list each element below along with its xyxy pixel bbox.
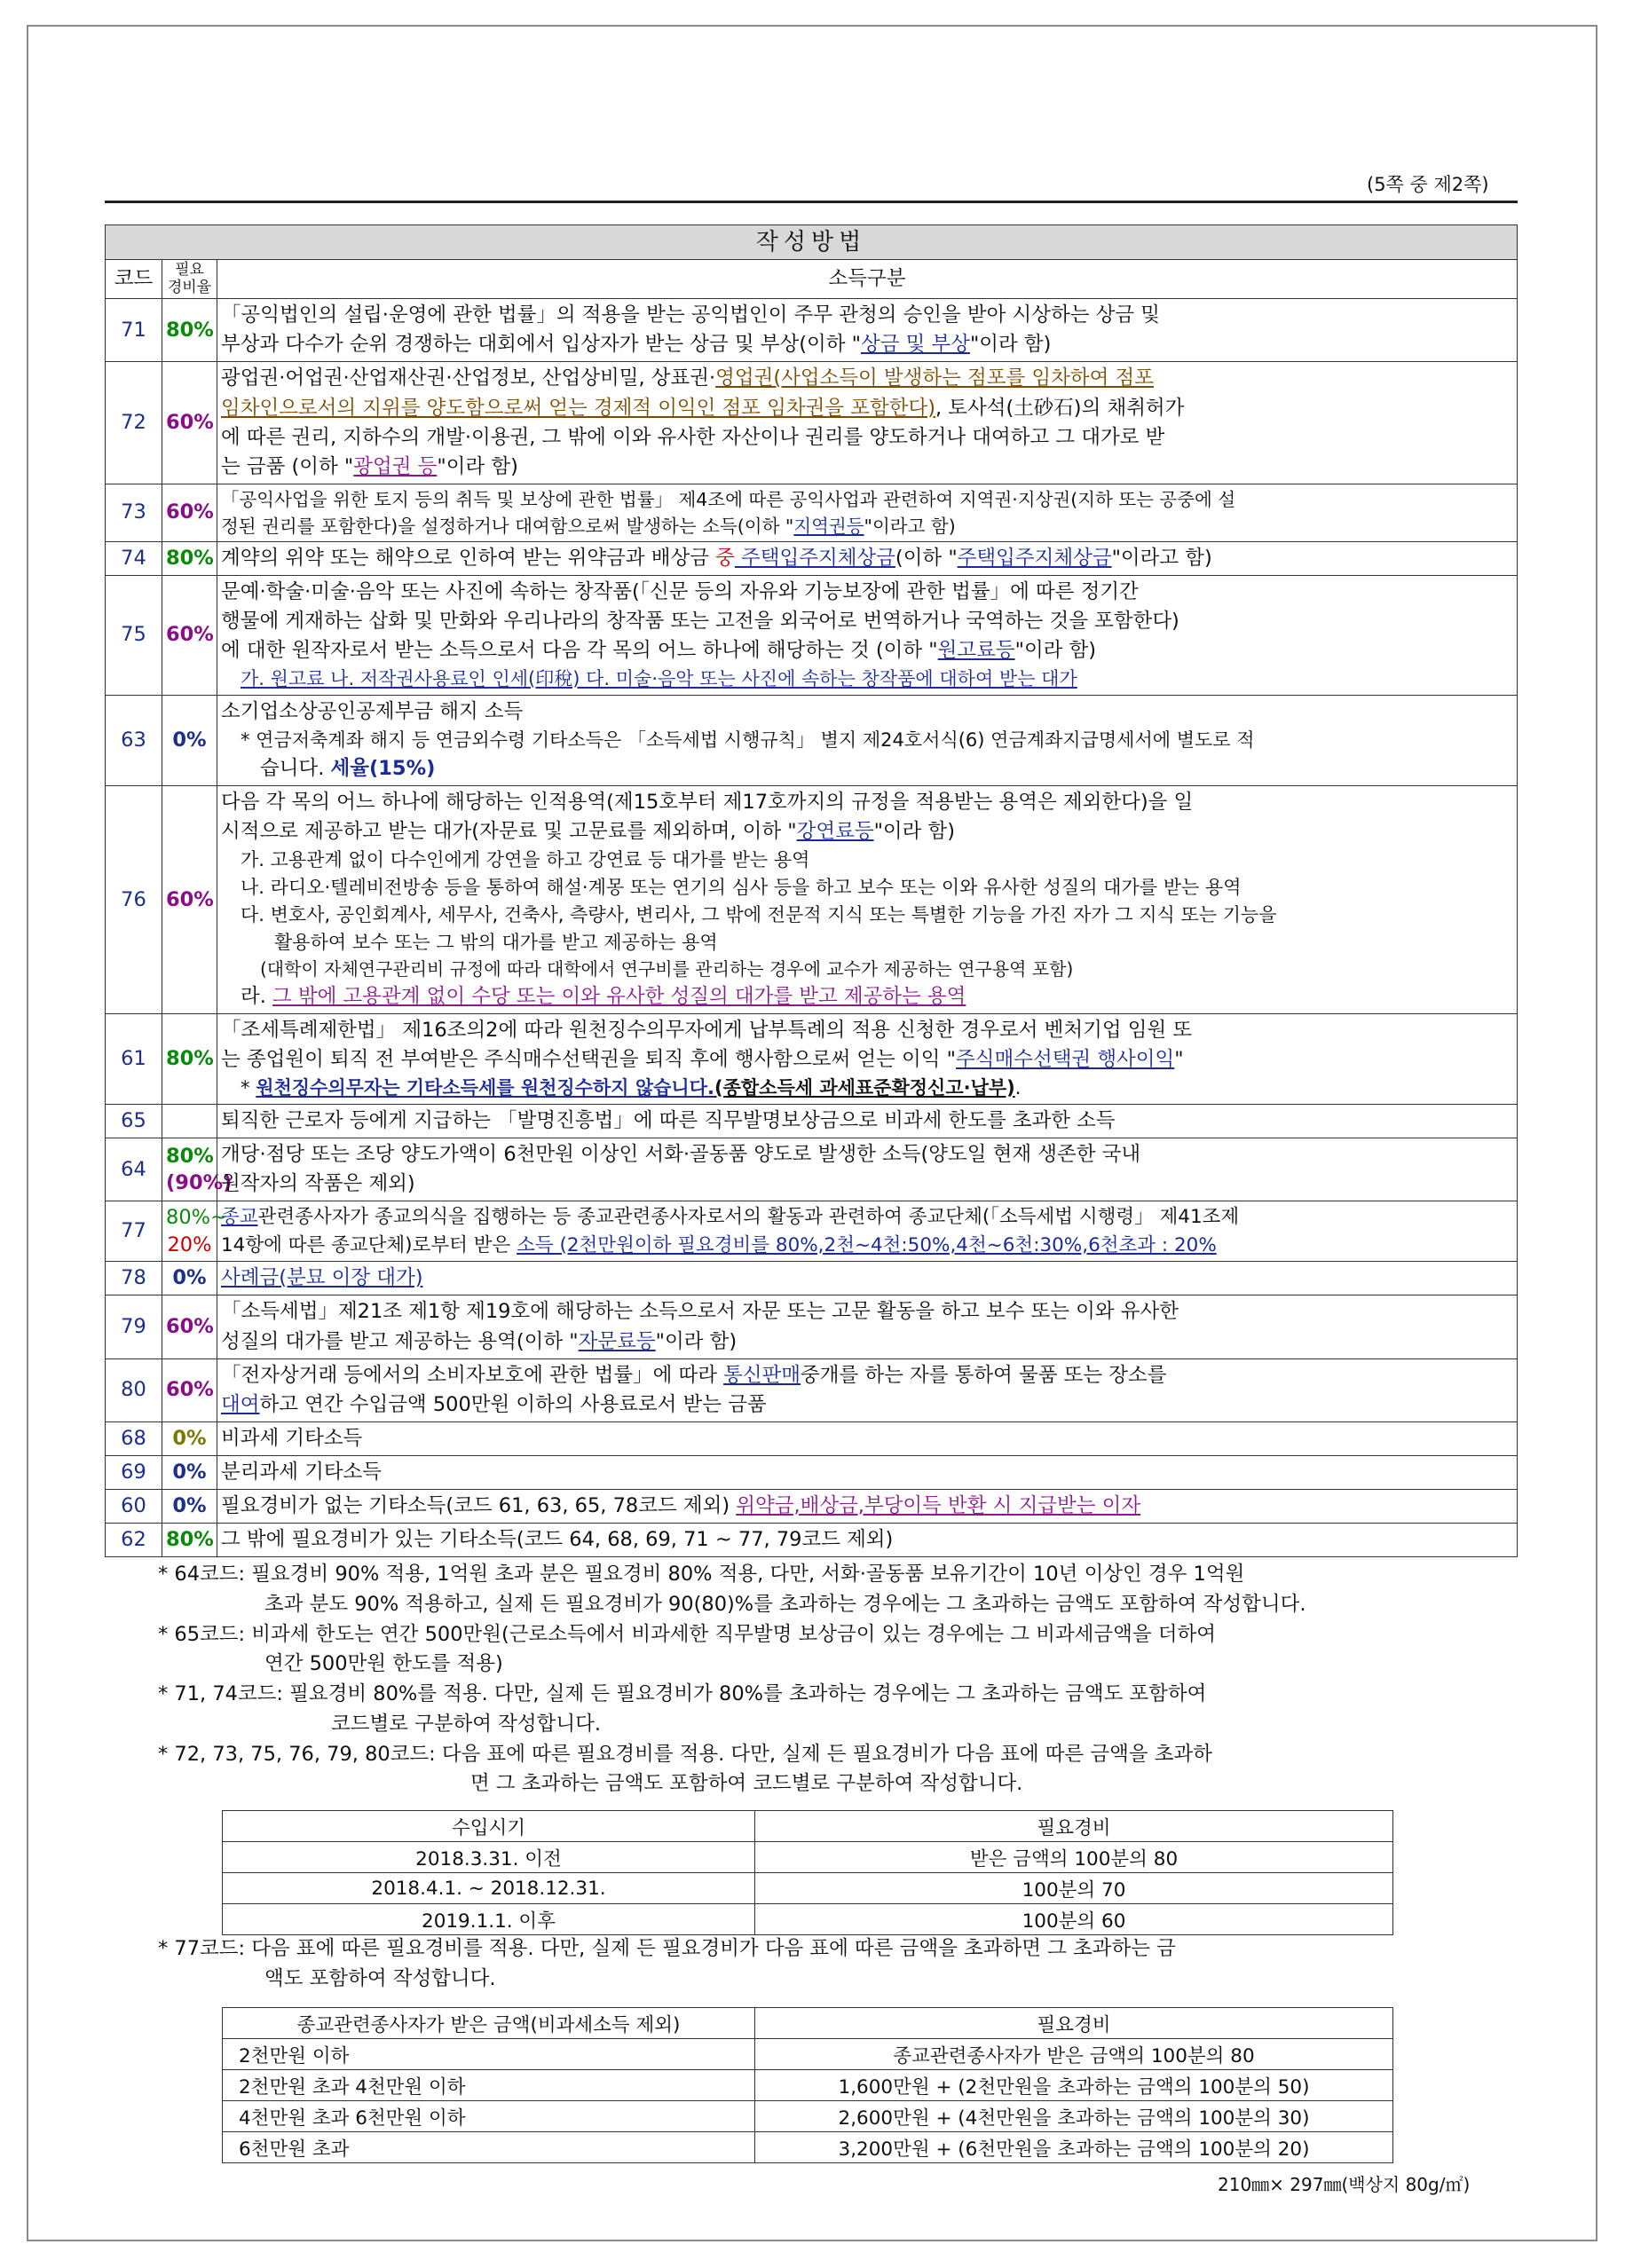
row-code: 69: [106, 1455, 162, 1489]
term-prize: 상금 및 부상: [860, 333, 970, 357]
row-code: 79: [106, 1295, 162, 1358]
row-code: 77: [106, 1201, 162, 1262]
table-row: [106, 362, 1518, 484]
row-description: 비과세 기타소득: [217, 1421, 1518, 1455]
table-row: [106, 484, 1518, 541]
row-description: 종교관련종사자가 종교의식을 집행하는 등 종교관련종사자로서의 활동과 관련하여 종교단체(「소득세법 시행령」 제41조제 14항에 따른 종교단체)로부터 받은 소득 (2천만원이하 필요경비를 80%,2천~4천:50%,4천~6천:30%,6천초과 : 20%: [217, 1201, 1518, 1262]
row-description: 분리과세 기타소득: [217, 1455, 1518, 1489]
row-rate: 60%: [162, 1358, 217, 1421]
row-code: 74: [106, 541, 162, 575]
table-row: [106, 1421, 1518, 1455]
row-code: 76: [106, 786, 162, 1014]
row-rate: 0%: [162, 696, 217, 786]
table-row: 2018.4.1. ~ 2018.12.31. 100분의 70: [223, 1873, 1393, 1904]
row-description: 퇴직한 근로자 등에게 지급하는 「발명진흥법」에 따른 직무발명보상금으로 비과세 한도를 초과한 소득: [217, 1105, 1518, 1138]
row-description: 다음 각 목의 어느 하나에 해당하는 인적용역(제15호부터 제17호까지의 규정을 적용받는 용역은 제외한다)을 일 시적으로 제공하고 받는 대가(자문료 및 고문료를 제외하며, 이하 "강연료등"이라 함) 가. 고용관계 없이 다수인에게 강연을 하고 강연료 등 대가를 받는 용역 나. 라디오·텔레비전방송 등을 통하여 해설·계몽 또는 연기의 심사 등을 하고 보수 또는 이와 유사한 성질의 대가를 받는 용역 다. 변호사, 공인회계사, 세무사, 건축사, 측량사, 변리사, 그 밖에 전문적 지식 또는 특별한 기능을 가진 자가 그 지식 또는 기능을 활용하여 보수 또는 그 밖의 대가를 받고 제공하는 용역 (대학이 자체연구관리비 규정에 따라 대학에서 연구비를 관리하는 경우에 교수가 제공하는 연구용역 포함) 라. 그 밖에 고용관계 없이 수당 또는 이와 유사한 성질의 대가를 받고 제공하는 용역: [217, 786, 1518, 1014]
row-code: 80: [106, 1358, 162, 1421]
row-description: 필요경비가 없는 기타소득(코드 61, 63, 65, 78코드 제외) 위약금,배상금,부당이득 반환 시 지급받는 이자: [217, 1489, 1518, 1523]
row-description: 개당·점당 또는 조당 양도가액이 6천만원 이상인 서화·골동품 양도로 발생한 소득(양도일 현재 생존한 국내 원작자의 작품은 제외): [217, 1138, 1518, 1201]
table-row: [106, 299, 1518, 362]
row-rate: 60%: [162, 576, 217, 696]
row-rate: 60%: [162, 1295, 217, 1358]
paper-spec: 210㎜× 297㎜(백상지 80g/㎡): [1218, 2174, 1471, 2195]
row-code: 64: [106, 1138, 162, 1201]
row-code: 68: [106, 1421, 162, 1455]
table-row: 2018.3.31. 이전 받은 금액의 100분의 80: [223, 1842, 1393, 1873]
page-number: (5쪽 중 제2쪽): [1367, 174, 1489, 195]
row-rate: [162, 1105, 217, 1138]
row-code: 75: [106, 576, 162, 696]
table-row: [106, 541, 1518, 575]
row-code: 71: [106, 299, 162, 362]
table-row: 4천만원 초과 6천만원 이하 2,600만원 + (4천만원을 초과하는 금액의 100분의 30): [223, 2101, 1393, 2132]
header-rate: 필요 경비율: [162, 260, 217, 299]
note-65: * 65코드: 비과세 한도는 연간 500만원(근로소득에서 비과세한 직무발명 보상금이 있는 경우에는 그 비과세금액을 더하여: [158, 1622, 1216, 1646]
table-row: [106, 786, 1518, 1014]
expense-period-table: 수입시기 필요경비 2018.3.31. 이전 받은 금액의 100분의 80 2018.4.1. ~ 2018.12.31. 100분의 70 2019.1.1. 이후 100분의 60: [222, 1810, 1393, 1935]
row-rate: 80%: [162, 1014, 217, 1105]
religious-expense-table: 종교관련종사자가 받은 금액(비과세소득 제외) 필요경비 2천만원 이하 종교관련종사자가 받은 금액의 100분의 80 2천만원 초과 4천만원 이하 1,600만원 + (2천만원을 초과하는 금액의 100분의 50) 4천만원 초과 6천만원 이하 2,600만원 + (4천만원을 초과하는 금액의 100분의 30) 6천만원 초과 3,200만원 + (6천만원을 초과하는 금액의 100분의 20): [222, 2007, 1393, 2163]
table-row: [106, 1014, 1518, 1105]
note-71-74: * 71, 74코드: 필요경비 80%를 적용. 다만, 실제 든 필요경비가 80%를 초과하는 경우에는 그 초과하는 금액도 포함하여: [158, 1682, 1207, 1705]
row-rate: 80% (90%): [162, 1138, 217, 1201]
row-code: 61: [106, 1014, 162, 1105]
table-row: 2천만원 초과 4천만원 이하 1,600만원 + (2천만원을 초과하는 금액의 100분의 50): [223, 2070, 1393, 2101]
row-rate: 80%~ 20%: [162, 1201, 217, 1262]
footnotes: * 64코드: 필요경비 90% 적용, 1억원 초과 분은 필요경비 80% 적용, 다만, 서화·골동품 보유기간이 10년 이상인 경우 1억원 초과 분도 90% 적용하고, 실제 든 필요경비가 90(80)%를 초과하는 경우에는 그 초과하는 금액도 포함하여 작성합니다. * 65코드: 비과세 한도는 연간 500만원(근로소득에서 비과세한 직무발명 보상금이 있는 경우에는 그 비과세금액을 더하여 연간 500만원 한도를 적용) * 71, 74코드: 필요경비 80%를 적용. 다만, 실제 든 필요경비가 80%를 초과하는 경우에는 그 초과하는 금액도 포함하여 코드별로 구분하여 작성합니다. * 72, 73, 75, 76, 79, 80코드: 다음 표에 따른 필요경비를 적용. 다만, 실제 든 필요경비가 다음 표에 따른 금액을 초과하 면 그 초과하는 금액도 포함하여 코드별로 구분하여 작성합니다.: [158, 1560, 1507, 1799]
row-description: 「소득세법」제21조 제1항 제19호에 해당하는 소득으로서 자문 또는 고문 활동을 하고 보수 또는 이와 유사한 성질의 대가를 받고 제공하는 용역(이하 "자문료등"이라 함): [217, 1295, 1518, 1358]
note-72-80: * 72, 73, 75, 76, 79, 80코드: 다음 표에 따른 필요경비를 적용. 다만, 실제 든 필요경비가 다음 표에 따른 금액을 초과하: [158, 1742, 1212, 1766]
table-row: [106, 576, 1518, 696]
row-code: 73: [106, 484, 162, 541]
instructions-table: [105, 224, 1518, 1557]
note-64: * 64코드: 필요경비 90% 적용, 1억원 초과 분은 필요경비 80% 적용, 다만, 서화·골동품 보유기간이 10년 이상인 경우 1억원: [158, 1563, 1245, 1586]
table-row: [106, 1489, 1518, 1523]
table-row: [106, 1262, 1518, 1295]
row-description: 사례금(분묘 이장 대가): [217, 1262, 1518, 1295]
row-description: 「공익사업을 위한 토지 등의 취득 및 보상에 관한 법률」 제4조에 따른 공익사업과 관련하여 지역권·지상권(지하 또는 공중에 설 정된 권리를 포함한다)을 설정하거나 대여함으로써 발생하는 소득(이하 "지역권등"이라고 함): [217, 484, 1518, 541]
row-description: 계약의 위약 또는 해약으로 인하여 받는 위약금과 배상금 중 주택입주지체상금(이하 "주택입주지체상금"이라고 함): [217, 541, 1518, 575]
table-title: 작성방법: [106, 225, 1518, 260]
row-rate: 80%: [162, 1523, 217, 1556]
row-description: 「조세특례제한법」 제16조의2에 따라 원천징수의무자에게 납부특례의 적용 신청한 경우로서 벤처기업 임원 또 는 종업원이 퇴직 전 부여받은 주식매수선택권을 퇴직 후에 행사함으로써 얻는 이익 "주식매수선택권 행사이익" * 원천징수의무자는 기타소득세를 원천징수하지 않습니다.(종합소득세 과세표준확정신고·납부).: [217, 1014, 1518, 1105]
table-row: [106, 1295, 1518, 1358]
row-code: 62: [106, 1523, 162, 1556]
row-code: 60: [106, 1489, 162, 1523]
table-row: 2천만원 이하 종교관련종사자가 받은 금액의 100분의 80: [223, 2039, 1393, 2070]
row-code: 63: [106, 696, 162, 786]
row-code: 78: [106, 1262, 162, 1295]
table-row: 6천만원 초과 3,200만원 + (6천만원을 초과하는 금액의 100분의 20): [223, 2132, 1393, 2163]
row-rate: 80%: [162, 299, 217, 362]
term-mining-rights: 광업권 등: [353, 454, 438, 478]
table-row: [106, 1358, 1518, 1421]
row-description: 「전자상거래 등에서의 소비자보호에 관한 법률」에 따라 통신판매중개를 하는 자를 통하여 물품 또는 장소를 대여하고 연간 수입금액 500만원 이하의 사용료로서 받는 금품: [217, 1358, 1518, 1421]
row-description: 소기업소상공인공제부금 해지 소득 * 연금저축계좌 해지 등 연금외수령 기타소득은 「소득세법 시행규칙」 별지 제24호서식(6) 연금계좌지급명세서에 별도로 적 습니다. 세율(15%): [217, 696, 1518, 786]
header-category: 소득구분: [217, 260, 1518, 299]
note-77: * 77코드: 다음 표에 따른 필요경비를 적용. 다만, 실제 든 필요경비가 다음 표에 따른 금액을 초과하면 그 초과하는 금 액도 포함하여 작성합니다.: [158, 1937, 1176, 1990]
row-rate: 0%: [162, 1455, 217, 1489]
row-description: 그 밖에 필요경비가 있는 기타소득(코드 64, 68, 69, 71 ~ 77, 79코드 제외): [217, 1523, 1518, 1556]
top-rule: [105, 201, 1518, 203]
row-rate: 0%: [162, 1262, 217, 1295]
table-row: [106, 1105, 1518, 1138]
row-rate: 80%: [162, 541, 217, 575]
row-rate: 0%: [162, 1489, 217, 1523]
row-description: 문예·학술·미술·음악 또는 사진에 속하는 창작품(「신문 등의 자유와 기능보장에 관한 법률」에 따른 정기간 행물에 게재하는 삽화 및 만화와 우리나라의 창작품 또는 고전을 외국어로 번역하거나 국역하는 것을 포함한다) 에 대한 원작자로서 받는 소득으로서 다음 각 목의 어느 하나에 해당하는 것 (이하 "원고료등"이라 함) 가. 원고료 나. 저작권사용료인 인세(印稅) 다. 미술·음악 또는 사진에 속하는 창작품에 대하여 받는 대가: [217, 576, 1518, 696]
row-code: 65: [106, 1105, 162, 1138]
table-row: [106, 696, 1518, 786]
row-rate: 60%: [162, 484, 217, 541]
header-code: 코드: [106, 260, 162, 299]
row-code: 72: [106, 362, 162, 484]
table-row: [106, 1455, 1518, 1489]
row-description: 「공익법인의 설립·운영에 관한 법률」의 적용을 받는 공익법인이 주무 관청의 승인을 받아 시상하는 상금 및 부상과 다수가 순위 경쟁하는 대회에서 입상자가 받는 상금 및 부상(이하 "상금 및 부상"이라 함): [217, 299, 1518, 362]
row-description: 광업권·어업권·산업재산권·산업정보, 산업상비밀, 상표권·영업권(사업소득이 발생하는 점포를 임차하여 점포 임차인으로서의 지위를 양도함으로써 얻는 경제적 이익인 점포 임차권을 포함한다), 토사석(土砂石)의 채취허가 에 따른 권리, 지하수의 개발·이용권, 그 밖에 이와 유사한 자산이나 권리를 양도하거나 대여하고 그 대가로 받 는 금품 (이하 "광업권 등"이라 함): [217, 362, 1518, 484]
table-row: [106, 1201, 1518, 1262]
row-rate: 60%: [162, 786, 217, 1014]
table-row: [106, 1138, 1518, 1201]
table-row: [106, 1523, 1518, 1556]
table-row: 2019.1.1. 이후 100분의 60: [223, 1904, 1393, 1935]
row-rate: 60%: [162, 362, 217, 484]
row-rate: 0%: [162, 1421, 217, 1455]
